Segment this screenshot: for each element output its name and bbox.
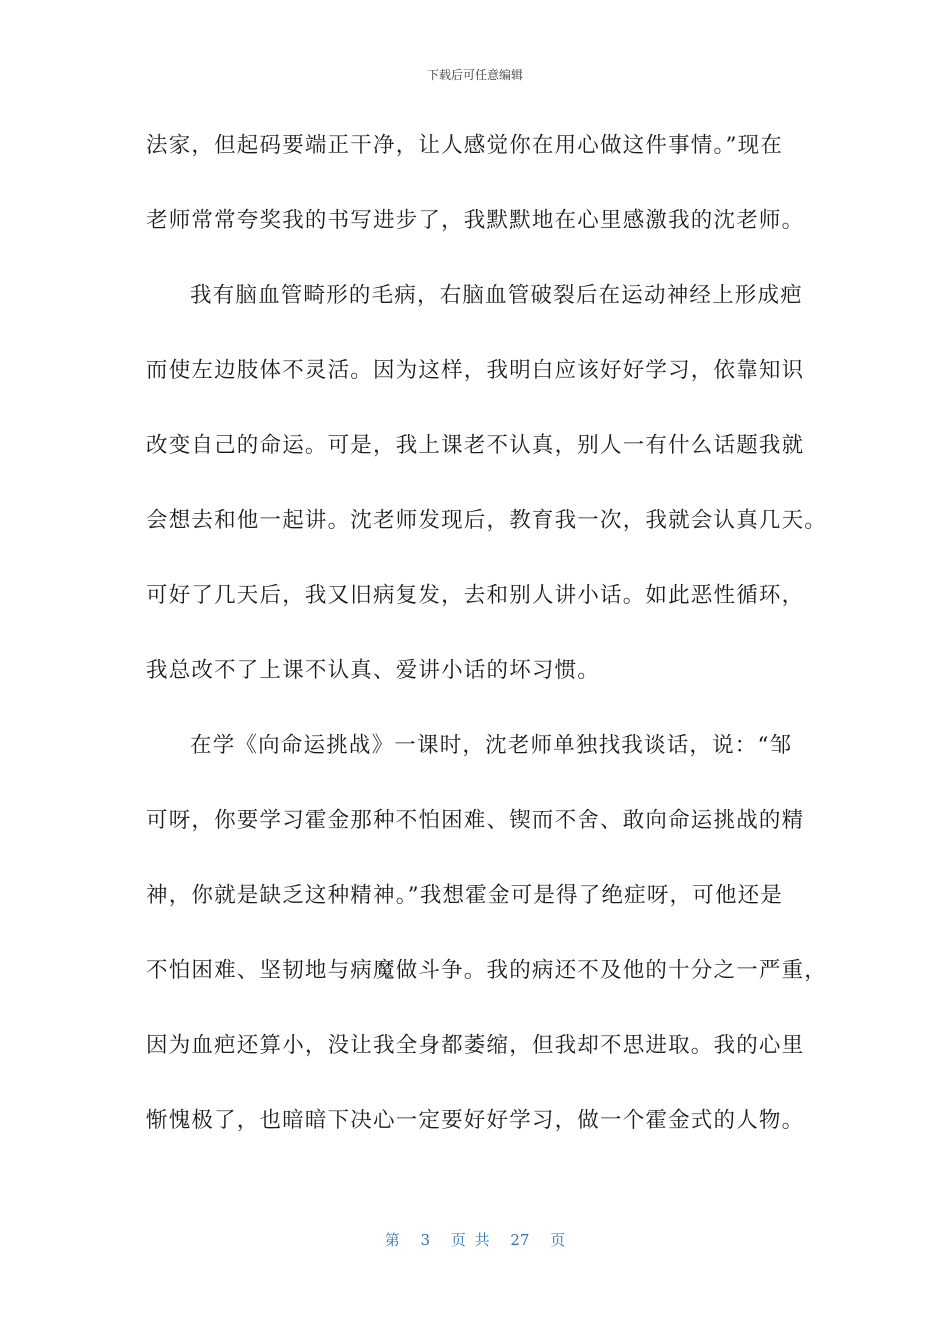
text-line: 我总改不了上课不认真、爱讲小话的坏习惯。: [146, 658, 601, 683]
footer-total-pages: 27: [510, 1231, 530, 1249]
paragraph-start-line: 在学《向命运挑战》一课时，沈老师单独找我谈话，说：“邹: [190, 733, 793, 758]
text-line: 不怕困难、坚韧地与病魔做斗争。我的病还不及他的十分之一严重，: [146, 958, 828, 983]
text-line: 会想去和他一起讲。沈老师发现后，教育我一次，我就会认真几天。: [146, 508, 828, 533]
text-line: 老师常常夸奖我的书写进步了，我默默地在心里感激我的沈老师。: [146, 208, 805, 233]
text-line: 可好了几天后，我又旧病复发，去和别人讲小话。如此恶性循环，: [146, 583, 805, 608]
paragraph-start-line: 我有脑血管畸形的毛病，右脑血管破裂后在运动神经上形成疤: [190, 283, 803, 308]
footer-suffix: 页: [550, 1231, 566, 1249]
text-line: 因为血疤还算小，没让我全身都萎缩，但我却不思进取。我的心里: [146, 1033, 805, 1058]
text-line: 改变自己的命运。可是，我上课老不认真，别人一有什么话题我就: [146, 433, 805, 458]
text-line: 惭愧极了，也暗暗下决心一定要好好学习，做一个霍金式的人物。: [146, 1108, 805, 1133]
text-line: 神，你就是缺乏这种精神。”我想霍金可是得了绝症呀，可他还是: [146, 883, 784, 908]
text-line: 可呀，你要学习霍金那种不怕困难、锲而不舍、敢向命运挑战的精: [146, 808, 805, 833]
page-header: 下载后可任意编辑: [426, 68, 523, 82]
footer-page-number: 3: [420, 1231, 431, 1249]
footer-prefix: 第: [384, 1231, 400, 1249]
document-body: [146, 128, 828, 1178]
text-line: 法家，但起码要端正干净，让人感觉你在用心做这件事情。”现在: [146, 133, 784, 158]
page-footer: [0, 1229, 950, 1250]
text-line: 而使左边肢体不灵活。因为这样，我明白应该好好学习，依靠知识: [146, 358, 805, 383]
footer-middle: 页 共: [450, 1231, 490, 1249]
